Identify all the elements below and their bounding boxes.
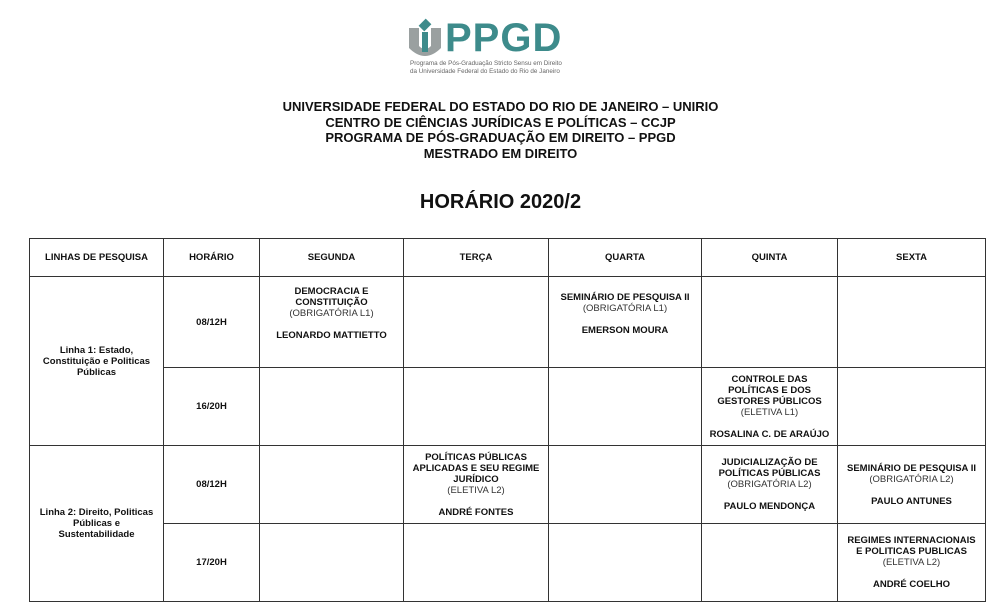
page-title: HORÁRIO 2020/2 bbox=[419, 191, 582, 213]
course-type: (OBRIGATÓRIA L2) bbox=[869, 473, 954, 485]
ppgd-logo bbox=[405, 18, 590, 78]
course-professor: PAULO ANTUNES bbox=[871, 495, 952, 507]
degree-name: MESTRADO EM DIREITO bbox=[423, 145, 578, 161]
course-professor: ROSALINA C. DE ARAÚJO bbox=[709, 428, 830, 440]
column-header: SEGUNDA bbox=[260, 239, 404, 277]
course-title: JUDICIALIZAÇÃO DE POLÍTICAS PÚBLICAS bbox=[718, 457, 821, 479]
logo-subtitle-line: Programa de Pós-Graduação Stricto Sensu em Direito bbox=[410, 60, 562, 67]
course-professor: PAULO MENDONÇA bbox=[723, 501, 816, 512]
course-title: CONTROLE DAS POLÍTICAS E DOS GESTORES PÚBLICOS bbox=[717, 373, 822, 407]
column-header: TERÇA bbox=[404, 239, 549, 277]
empty-cell bbox=[838, 277, 986, 368]
course-cell bbox=[702, 368, 838, 446]
schedule-table bbox=[29, 238, 986, 602]
column-header: LINHAS DE PESQUISA bbox=[30, 239, 164, 277]
course-title: REGIMES INTERNACIONAIS E POLITICAS PUBLICAS bbox=[847, 535, 976, 557]
empty-cell bbox=[549, 524, 702, 602]
program-name: PROGRAMA DE PÓS-GRADUAÇÃO EM DIREITO – PPGD bbox=[325, 130, 676, 145]
course-professor: ANDRÉ COELHO bbox=[872, 579, 951, 590]
column-header: HORÁRIO bbox=[164, 239, 260, 277]
course-title: POLÍTICAS PÚBLICAS APLICADAS E SEU REGIME JURÍDICO bbox=[412, 451, 540, 485]
course-professor: ANDRÉ FONTES bbox=[438, 506, 514, 518]
course-professor: LEONARDO MATTIETTO bbox=[276, 330, 387, 341]
time-slot: 08/12H bbox=[164, 446, 260, 524]
logo-subtitle bbox=[410, 60, 562, 76]
time-slot: 08/12H bbox=[164, 277, 260, 368]
course-type: (ELETIVA L1) bbox=[740, 406, 799, 418]
course-type: (OBRIGATÓRIA L2) bbox=[727, 479, 812, 490]
course-type: (ELETIVA L2) bbox=[447, 484, 505, 496]
unirio-emblem-icon bbox=[405, 18, 445, 60]
empty-cell bbox=[260, 446, 404, 524]
column-header: QUINTA bbox=[702, 239, 838, 277]
research-line-2: Linha 2: Direito, Politicas Públicas e Sustentabilidade bbox=[30, 446, 164, 602]
course-type: (OBRIGATÓRIA L1) bbox=[582, 303, 668, 314]
column-header: SEXTA bbox=[838, 239, 986, 277]
university-name: UNIVERSIDADE FEDERAL DO ESTADO DO RIO DE JANEIRO – UNIRIO bbox=[282, 99, 719, 114]
course-title: SEMINÁRIO DE PESQUISA II bbox=[560, 292, 690, 303]
logo-subtitle-line: da Universidade Federal do Estado do Rio de Janeiro bbox=[410, 68, 560, 75]
course-type: (ELETIVA L2) bbox=[882, 557, 941, 568]
course-title: SEMINÁRIO DE PESQUISA II bbox=[847, 462, 976, 474]
empty-cell bbox=[404, 277, 549, 368]
research-line-1: Linha 1: Estado, Constituição e Politicas Públicas bbox=[30, 277, 164, 446]
center-name: CENTRO DE CIÊNCIAS JURÍDICAS E POLÍTICAS – CCJP bbox=[325, 114, 676, 130]
table-row bbox=[30, 368, 986, 446]
empty-cell bbox=[549, 446, 702, 524]
column-header: QUARTA bbox=[549, 239, 702, 277]
time-slot: 16/20H bbox=[164, 368, 260, 446]
course-cell bbox=[404, 446, 549, 524]
empty-cell bbox=[260, 524, 404, 602]
course-cell bbox=[702, 446, 838, 524]
empty-cell bbox=[404, 368, 549, 446]
course-professor: EMERSON MOURA bbox=[581, 325, 669, 336]
empty-cell bbox=[702, 524, 838, 602]
empty-cell bbox=[260, 368, 404, 446]
table-row bbox=[30, 446, 986, 524]
empty-cell bbox=[404, 524, 549, 602]
table-header-row bbox=[30, 239, 986, 277]
table-row bbox=[30, 277, 986, 368]
logo-wordmark: PPGD bbox=[445, 16, 563, 60]
table-row bbox=[30, 524, 986, 602]
course-cell bbox=[838, 446, 986, 524]
empty-cell bbox=[838, 368, 986, 446]
course-cell bbox=[838, 524, 986, 602]
institution-header bbox=[0, 99, 1001, 161]
course-cell bbox=[260, 277, 404, 368]
course-cell bbox=[549, 277, 702, 368]
course-type: (OBRIGATÓRIA L1) bbox=[289, 308, 374, 319]
empty-cell bbox=[702, 277, 838, 368]
course-title: DEMOCRACIA E CONSTITUIÇÃO bbox=[294, 286, 369, 308]
empty-cell bbox=[549, 368, 702, 446]
time-slot: 17/20H bbox=[164, 524, 260, 602]
